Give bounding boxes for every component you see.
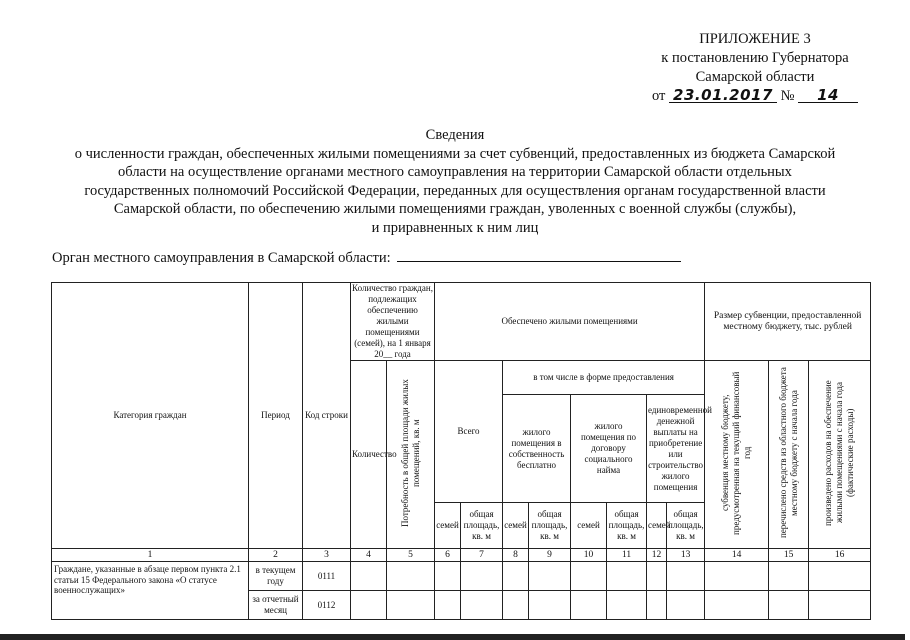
- data-cell[interactable]: [607, 562, 647, 591]
- header-area: общая площадь, кв. м: [607, 503, 647, 549]
- column-number: 16: [809, 549, 871, 562]
- row-period: за отчетный месяц: [249, 591, 303, 620]
- header-total: Всего: [435, 361, 503, 503]
- data-cell[interactable]: [503, 591, 529, 620]
- data-cell[interactable]: [769, 591, 809, 620]
- data-cell[interactable]: [667, 591, 705, 620]
- header-count: Количество: [351, 361, 387, 549]
- header-area: общая площадь, кв. м: [529, 503, 571, 549]
- order-date-line: [652, 87, 910, 106]
- row-code: 0111: [303, 562, 351, 591]
- header-subsidy-planned: [705, 361, 769, 549]
- data-cell[interactable]: [351, 562, 387, 591]
- column-number: 13: [667, 549, 705, 562]
- appendix-line: Самарской области: [695, 69, 815, 85]
- header-social: жилого помещения по договору социального найма: [571, 395, 647, 503]
- data-cell[interactable]: [769, 562, 809, 591]
- column-number: 11: [607, 549, 647, 562]
- data-cell[interactable]: [529, 562, 571, 591]
- data-cell[interactable]: [647, 591, 667, 620]
- header-provided-group: Обеспечено жилыми помещениями: [435, 283, 705, 361]
- header-code: Код строки: [303, 283, 351, 549]
- data-cell[interactable]: [647, 562, 667, 591]
- column-number: 5: [387, 549, 435, 562]
- heading-line: Самарской области, по обеспечению жилыми помещениями граждан, уволенных с военной службы (службы),: [113, 201, 797, 218]
- header-area: общая площадь, кв. м: [667, 503, 705, 549]
- table-row: [52, 562, 871, 591]
- data-cell[interactable]: [667, 562, 705, 591]
- header-own-free: жилого помещения в собственность бесплатно: [503, 395, 571, 503]
- column-number: 3: [303, 549, 351, 562]
- header-subsidy-transferred-text: перечислено средств из областного бюджета местному бюджету с начала года: [777, 367, 799, 539]
- heading-line: государственных полномочий Российской Федерации, переданных для осуществления органам государственной власти: [84, 182, 826, 199]
- header-families: семей: [503, 503, 529, 549]
- column-number: 7: [461, 549, 503, 562]
- column-number: 2: [249, 549, 303, 562]
- order-date: 23.01.2017: [669, 88, 777, 103]
- header-payment: единовременной денежной выплаты на приобретение или строительство жилого помещения: [647, 395, 705, 503]
- header-category: Категория граждан: [52, 283, 249, 549]
- column-number: 14: [705, 549, 769, 562]
- column-number: 8: [503, 549, 529, 562]
- row-code: 0112: [303, 591, 351, 620]
- data-cell[interactable]: [387, 562, 435, 591]
- header-form-group: в том числе в форме предоставления: [503, 361, 705, 395]
- header-subsidy-spent-text: произведено расходов на обеспечение жилыми помещениями с начала года (фактические расходы): [823, 380, 856, 526]
- header-subsidy-transferred: [769, 361, 809, 549]
- header-subsidy-planned-text: субвенция местному бюджету, предусмотренная на текущий финансовый год: [720, 371, 753, 535]
- header-period: Период: [249, 283, 303, 549]
- column-number: 6: [435, 549, 461, 562]
- data-cell[interactable]: [351, 591, 387, 620]
- data-cell[interactable]: [435, 591, 461, 620]
- data-cell[interactable]: [461, 591, 503, 620]
- heading-title: Сведения: [425, 127, 485, 143]
- data-cell[interactable]: [705, 562, 769, 591]
- authority-label: Орган местного самоуправления в Самарской области:: [52, 250, 391, 266]
- data-cell[interactable]: [809, 562, 871, 591]
- document-heading: [40, 126, 870, 238]
- appendix-block: [600, 30, 910, 106]
- row-category: Граждане, указанные в абзаце первом пункта 2.1 статьи 15 Федерального закона «О статусе военнослужащих»: [52, 562, 249, 620]
- header-area: общая площадь, кв. м: [461, 503, 503, 549]
- authority-line: [52, 249, 681, 267]
- column-number: 12: [647, 549, 667, 562]
- heading-line: о численности граждан, обеспеченных жилыми помещениями за счет субвенций, предоставленных из бюджета Самарской: [74, 145, 836, 162]
- order-number: 14: [798, 88, 858, 103]
- scan-bottom-edge: [0, 634, 905, 640]
- data-cell[interactable]: [503, 562, 529, 591]
- column-number: 10: [571, 549, 607, 562]
- column-number: 4: [351, 549, 387, 562]
- heading-line: и приравненных к ним лиц: [371, 219, 539, 236]
- column-number-row: [52, 549, 871, 562]
- column-number: 9: [529, 549, 571, 562]
- header-families: семей: [571, 503, 607, 549]
- data-cell[interactable]: [387, 591, 435, 620]
- date-prefix: от: [652, 88, 666, 104]
- header-subsidy-spent: [809, 361, 871, 549]
- header-need-area-text: Потребность в общей площади жилых помещений, кв. м: [399, 379, 421, 527]
- authority-blank-field[interactable]: [397, 249, 681, 262]
- data-cell[interactable]: [809, 591, 871, 620]
- data-cell[interactable]: [705, 591, 769, 620]
- data-table: [51, 282, 871, 620]
- data-cell[interactable]: [529, 591, 571, 620]
- data-cell[interactable]: [607, 591, 647, 620]
- data-cell[interactable]: [435, 562, 461, 591]
- number-prefix: №: [780, 88, 795, 104]
- header-families: семей: [647, 503, 667, 549]
- column-number: 1: [52, 549, 249, 562]
- header-families: семей: [435, 503, 461, 549]
- header-subsidy-group: Размер субвенции, предоставленной местному бюджету, тыс. рублей: [705, 283, 871, 361]
- data-cell[interactable]: [571, 562, 607, 591]
- appendix-title: ПРИЛОЖЕНИЕ 3: [699, 31, 811, 47]
- column-number: 15: [769, 549, 809, 562]
- header-count-group: Количество граждан, подлежащих обеспечению жилыми помещениями (семей), на 1 января 20__ года: [352, 283, 433, 359]
- appendix-line: к постановлению Губернатора: [661, 50, 849, 66]
- row-period: в текущем году: [249, 562, 303, 591]
- heading-line: области на осуществление органами местного самоуправления на территории Самарской области отдельных: [118, 164, 792, 181]
- data-cell[interactable]: [571, 591, 607, 620]
- data-cell[interactable]: [461, 562, 503, 591]
